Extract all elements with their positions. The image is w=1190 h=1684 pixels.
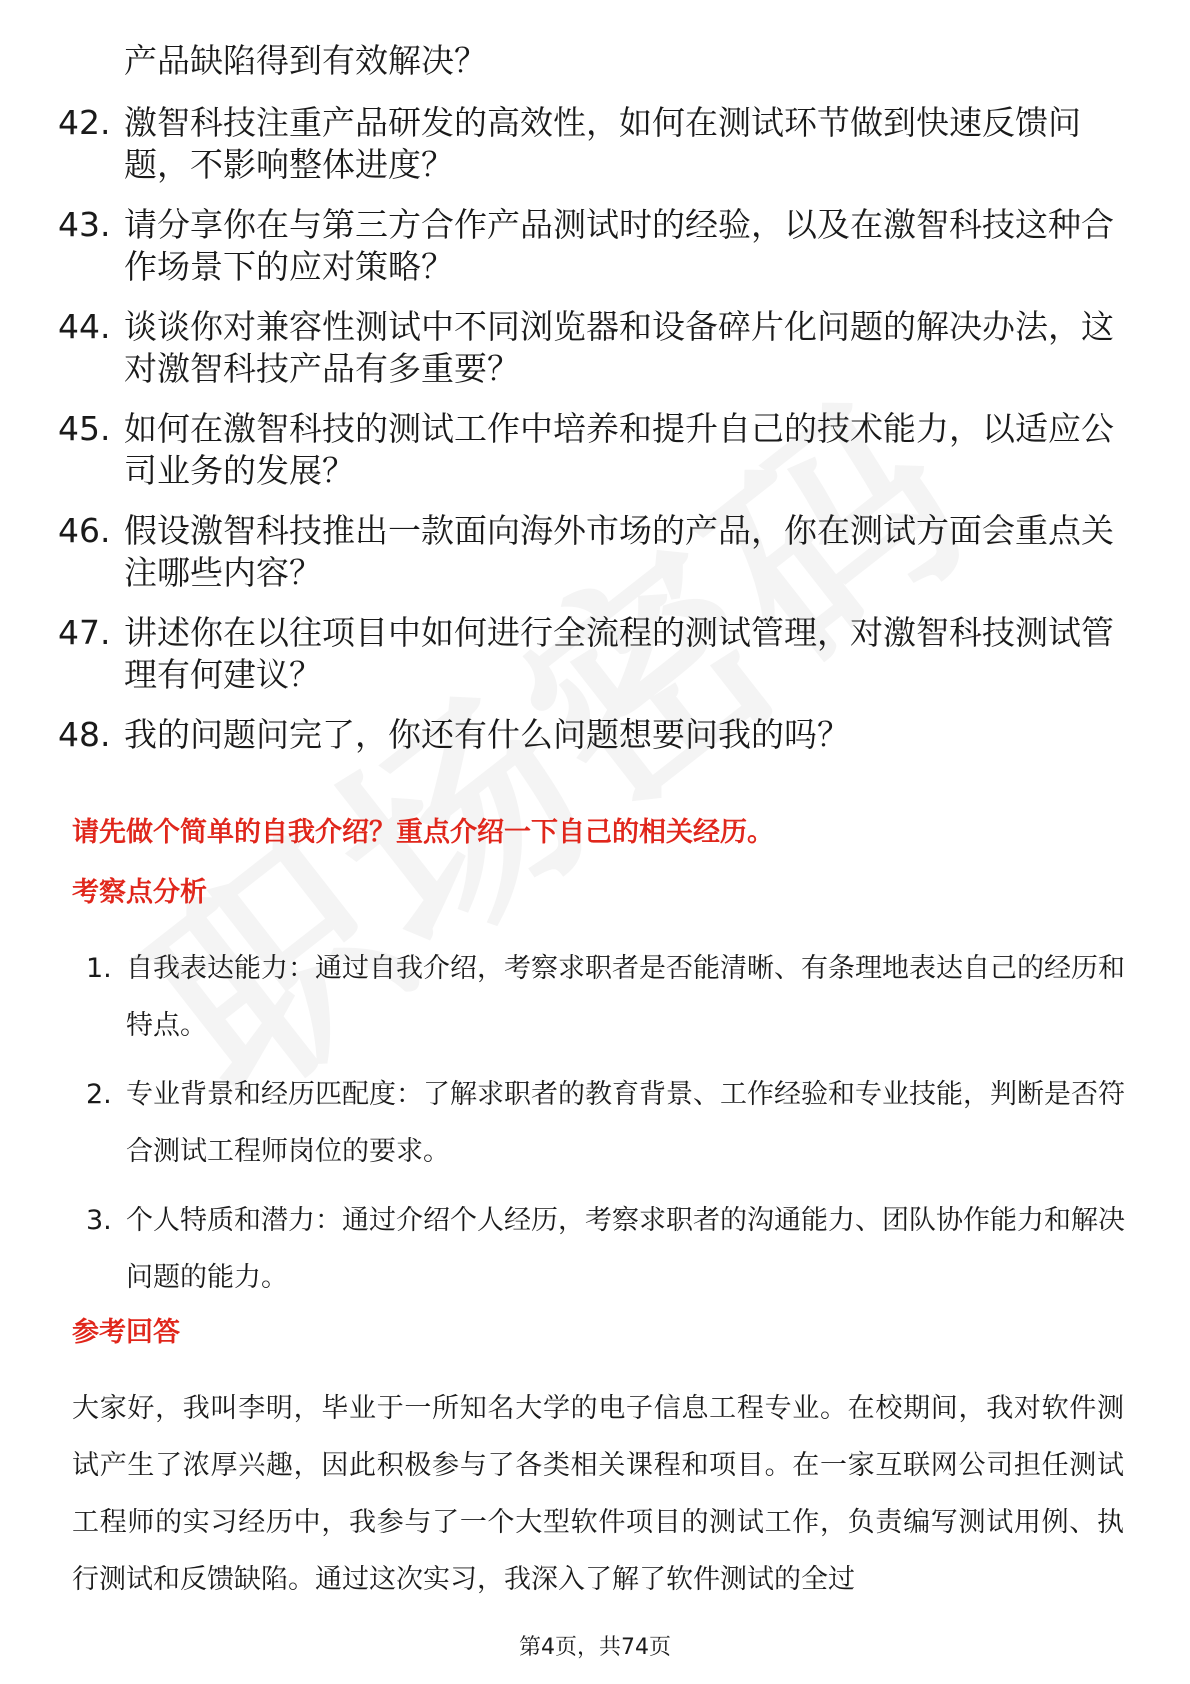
analysis-list <box>72 940 1132 1306</box>
question-number: 43. <box>58 205 111 244</box>
list-item <box>58 40 1138 82</box>
question-number: 45. <box>58 409 111 448</box>
question-number: 44. <box>58 307 111 346</box>
point-number: 3. <box>86 1205 112 1236</box>
list-item <box>72 1192 1132 1306</box>
list-item <box>58 612 1138 696</box>
list-item <box>58 306 1138 390</box>
point-text: 自我表达能力：通过自我介绍，考察求职者是否能清晰、有条理地表达自己的经历和特点。 <box>126 953 1125 1041</box>
question-text: 如何在激智科技的测试工作中培养和提升自己的技术能力，以适应公司业务的发展？ <box>124 409 1114 490</box>
question-text: 谈谈你对兼容性测试中不同浏览器和设备碎片化问题的解决办法，这对激智科技产品有多重要？ <box>124 307 1114 388</box>
list-item <box>72 940 1132 1054</box>
question-text: 产品缺陷得到有效解决？ <box>124 41 487 80</box>
question-text: 激智科技注重产品研发的高效性，如何在测试环节做到快速反馈问题，不影响整体进度？ <box>124 103 1081 184</box>
question-text: 请分享你在与第三方合作产品测试时的经验，以及在激智科技这种合作场景下的应对策略？ <box>124 205 1114 286</box>
list-item <box>72 1066 1132 1180</box>
question-number: 48. <box>58 715 111 754</box>
question-number: 42. <box>58 103 111 142</box>
point-number: 1. <box>86 953 112 984</box>
question-heading: 请先做个简单的自我介绍？重点介绍一下自己的相关经历。 <box>72 817 774 848</box>
list-item <box>58 510 1138 594</box>
answer-paragraph: 大家好，我叫李明，毕业于一所知名大学的电子信息工程专业。在校期间，我对软件测试产生了浓厚兴趣，因此积极参与了各类相关课程和项目。在一家互联网公司担任测试工程师的实习经历中，我参与了一个大型软件项目的测试工作，负责编写测试用例、执行测试和反馈缺陷。通过这次实习，我深入了解了软件测试的全过 <box>72 1393 1124 1595</box>
question-number: 46. <box>58 511 111 550</box>
point-text: 个人特质和潜力：通过介绍个人经历，考察求职者的沟通能力、团队协作能力和解决问题的能力。 <box>126 1205 1125 1293</box>
question-number: 47. <box>58 613 111 652</box>
list-item <box>58 204 1138 288</box>
point-text: 专业背景和经历匹配度：了解求职者的教育背景、工作经验和专业技能，判断是否符合测试工程师岗位的要求。 <box>126 1079 1125 1167</box>
point-number: 2. <box>86 1079 112 1110</box>
list-item <box>58 102 1138 186</box>
question-list <box>58 40 1138 774</box>
question-text: 讲述你在以往项目中如何进行全流程的测试管理，对激智科技测试管理有何建议？ <box>124 613 1114 694</box>
page-footer: 第4页，共74页 <box>519 1635 671 1660</box>
list-item <box>58 408 1138 492</box>
list-item <box>58 714 1138 756</box>
question-text: 我的问题问完了，你还有什么问题想要问我的吗？ <box>124 715 850 754</box>
question-text: 假设激智科技推出一款面向海外市场的产品，你在测试方面会重点关注哪些内容？ <box>124 511 1114 592</box>
analysis-heading: 考察点分析 <box>72 877 207 908</box>
answer-heading: 参考回答 <box>72 1317 180 1348</box>
